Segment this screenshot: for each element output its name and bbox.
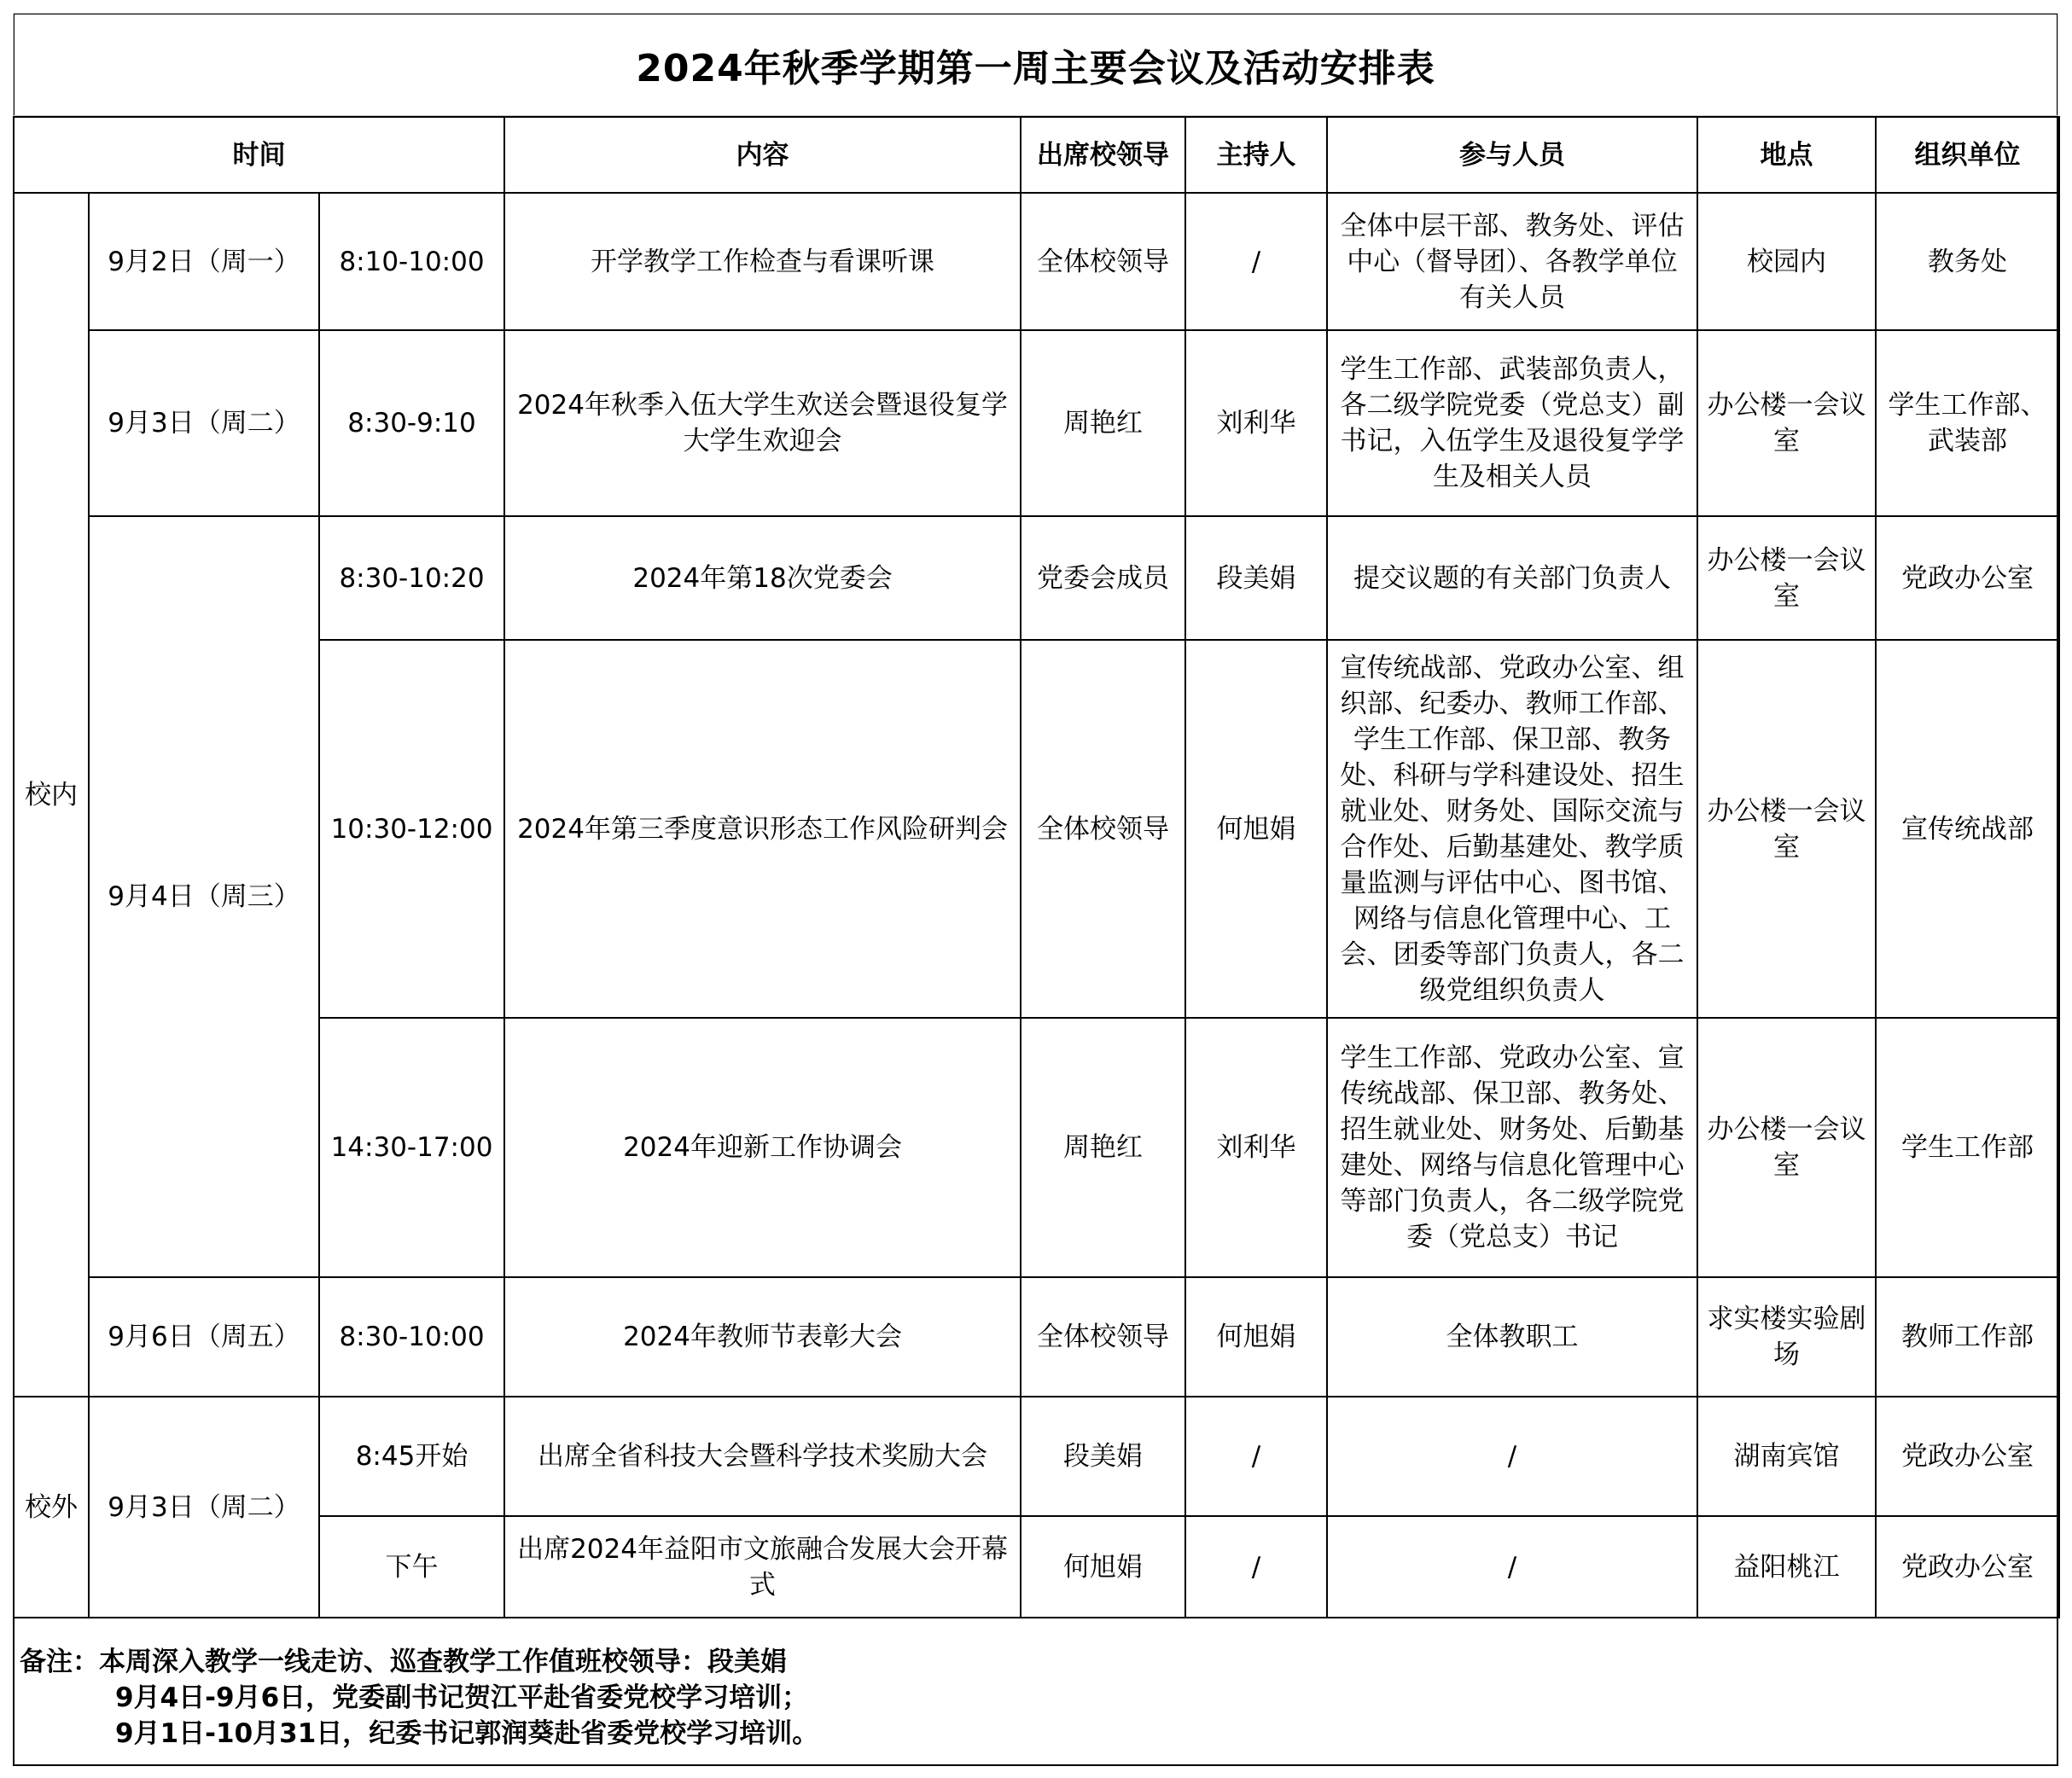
location-cell: 益阳桃江: [1697, 1516, 1876, 1618]
header-host: 主持人: [1185, 117, 1327, 193]
location-cell: 求实楼实验剧场: [1697, 1277, 1876, 1397]
leader-cell: 全体校领导: [1021, 1277, 1185, 1397]
host-cell: 刘利华: [1185, 330, 1327, 516]
table-row: [14, 640, 2059, 1018]
organizer-cell: 党政办公室: [1876, 516, 2059, 640]
content-cell: 2024年迎新工作协调会: [504, 1018, 1021, 1277]
organizer-cell: 学生工作部: [1876, 1018, 2059, 1277]
host-cell: 何旭娟: [1185, 1277, 1327, 1397]
content-cell: 2024年秋季入伍大学生欢送会暨退役复学大学生欢迎会: [504, 330, 1021, 516]
leader-cell: 全体校领导: [1021, 640, 1185, 1018]
content-cell: 2024年第18次党委会: [504, 516, 1021, 640]
region-inside: 校内: [14, 193, 89, 1397]
header-content: 内容: [504, 117, 1021, 193]
title-bar: [13, 13, 2058, 116]
content-cell: 2024年第三季度意识形态工作风险研判会: [504, 640, 1021, 1018]
notes: [13, 1617, 2058, 1766]
time-cell: 8:30-9:10: [319, 330, 504, 516]
header-location: 地点: [1697, 117, 1876, 193]
header-time: 时间: [14, 117, 504, 193]
location-cell: 办公楼一会议室: [1697, 640, 1876, 1018]
time-cell: 8:10-10:00: [319, 193, 504, 330]
table-row: [14, 516, 2059, 640]
time-cell: 10:30-12:00: [319, 640, 504, 1018]
header-row: [14, 117, 2059, 193]
content-cell: 开学教学工作检查与看课听课: [504, 193, 1021, 330]
organizer-cell: 教师工作部: [1876, 1277, 2059, 1397]
date-cell: 9月2日（周一）: [89, 193, 319, 330]
header-participants: 参与人员: [1327, 117, 1697, 193]
host-cell: 段美娟: [1185, 516, 1327, 640]
table-row: [14, 193, 2059, 330]
host-cell: /: [1185, 1516, 1327, 1618]
organizer-cell: 学生工作部、武装部: [1876, 330, 2059, 516]
participants-cell: 全体教职工: [1327, 1277, 1697, 1397]
organizer-cell: 党政办公室: [1876, 1397, 2059, 1516]
notes-line: 9月4日-9月6日，党委副书记贺江平赴省委党校学习培训；: [115, 1682, 809, 1713]
schedule-table: [13, 116, 2060, 1618]
location-cell: 校园内: [1697, 193, 1876, 330]
notes-line: 备注：本周深入教学一线走访、巡查教学工作值班校领导：段美娟: [20, 1647, 787, 1677]
page-title: 2024年秋季学期第一周主要会议及活动安排表: [636, 46, 1435, 90]
host-cell: 何旭娟: [1185, 640, 1327, 1018]
location-cell: 办公楼一会议室: [1697, 330, 1876, 516]
header-organizer: 组织单位: [1876, 117, 2059, 193]
table-row: [14, 1516, 2059, 1618]
organizer-cell: 宣传统战部: [1876, 640, 2059, 1018]
time-cell: 14:30-17:00: [319, 1018, 504, 1277]
leader-cell: 周艳红: [1021, 330, 1185, 516]
participants-cell: 学生工作部、党政办公室、宣传统战部、保卫部、教务处、招生就业处、财务处、后勤基建处、网络与信息化管理中心等部门负责人，各二级学院党委（党总支）书记: [1327, 1018, 1697, 1277]
participants-cell: 宣传统战部、党政办公室、组织部、纪委办、教师工作部、学生工作部、保卫部、教务处、科研与学科建设处、招生就业处、财务处、国际交流与合作处、后勤基建处、教学质量监测与评估中心、图书馆、网络与信息化管理中心、工会、团委等部门负责人，各二级党组织负责人: [1327, 640, 1697, 1018]
location-cell: 办公楼一会议室: [1697, 1018, 1876, 1277]
content-cell: 2024年教师节表彰大会: [504, 1277, 1021, 1397]
date-cell: 9月4日（周三）: [89, 516, 319, 1277]
participants-cell: /: [1327, 1516, 1697, 1618]
time-cell: 下午: [319, 1516, 504, 1618]
table-row: [14, 1277, 2059, 1397]
table-row: [14, 330, 2059, 516]
time-cell: 8:30-10:00: [319, 1277, 504, 1397]
content-cell: 出席2024年益阳市文旅融合发展大会开幕式: [504, 1516, 1021, 1618]
time-cell: 8:30-10:20: [319, 516, 504, 640]
content-cell: 出席全省科技大会暨科学技术奖励大会: [504, 1397, 1021, 1516]
host-cell: /: [1185, 1397, 1327, 1516]
header-leader: 出席校领导: [1021, 117, 1185, 193]
time-cell: 8:45开始: [319, 1397, 504, 1516]
leader-cell: 段美娟: [1021, 1397, 1185, 1516]
organizer-cell: 党政办公室: [1876, 1516, 2059, 1618]
date-cell: 9月6日（周五）: [89, 1277, 319, 1397]
host-cell: /: [1185, 193, 1327, 330]
participants-cell: 提交议题的有关部门负责人: [1327, 516, 1697, 640]
leader-cell: 周艳红: [1021, 1018, 1185, 1277]
participants-cell: 全体中层干部、教务处、评估中心（督导团）、各教学单位有关人员: [1327, 193, 1697, 330]
date-cell: 9月3日（周二）: [89, 330, 319, 516]
table-row: [14, 1397, 2059, 1516]
region-outside: 校外: [14, 1397, 89, 1618]
participants-cell: 学生工作部、武装部负责人，各二级学院党委（党总支）副书记，入伍学生及退役复学学生及相关人员: [1327, 330, 1697, 516]
leader-cell: 党委会成员: [1021, 516, 1185, 640]
leader-cell: 全体校领导: [1021, 193, 1185, 330]
leader-cell: 何旭娟: [1021, 1516, 1185, 1618]
participants-cell: /: [1327, 1397, 1697, 1516]
organizer-cell: 教务处: [1876, 193, 2059, 330]
location-cell: 办公楼一会议室: [1697, 516, 1876, 640]
table-row: [14, 1018, 2059, 1277]
notes-line: 9月1日-10月31日，纪委书记郭润葵赴省委党校学习培训。: [115, 1718, 819, 1749]
location-cell: 湖南宾馆: [1697, 1397, 1876, 1516]
host-cell: 刘利华: [1185, 1018, 1327, 1277]
date-cell: 9月3日（周二）: [89, 1397, 319, 1618]
